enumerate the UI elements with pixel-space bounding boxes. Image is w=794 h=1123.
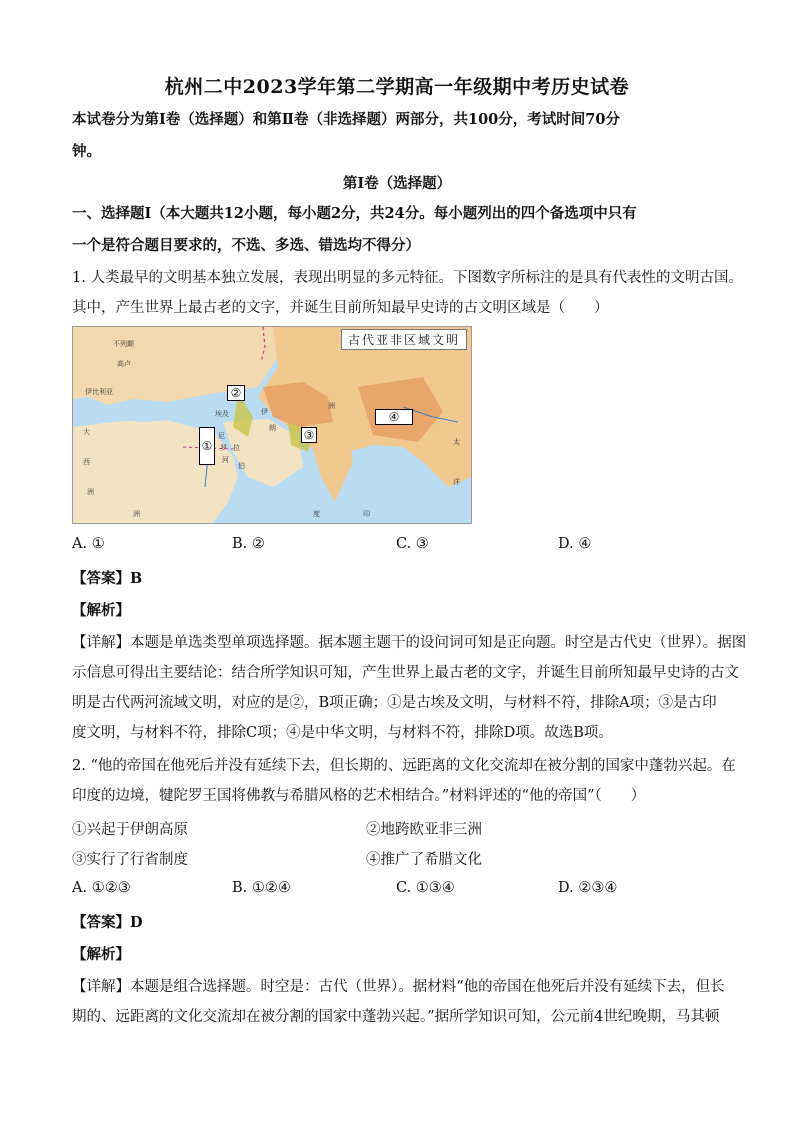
q2-stem-line-2: 印度的边境，犍陀罗王国将佛教与希腊风格的艺术相结合。”材料评述的“他的帝国”（ ） (72, 788, 646, 804)
map-label: 埃及 (215, 410, 229, 418)
q1-answer: 【答案】B (72, 570, 143, 587)
map-label: 太 (453, 438, 460, 446)
section-title: 第Ⅰ卷（选择题） (342, 175, 452, 192)
q1-stem-line-2: 其中，产生世界上最古老的文字，并诞生目前所知最早史诗的古文明区域是（ ） (72, 300, 609, 316)
map-label: 洲 (328, 402, 335, 410)
map-label: 河 (222, 456, 229, 464)
map-label: 拉 (233, 444, 240, 452)
map-label: 伊比利亚 (85, 388, 113, 396)
q2-analysis-tag: 【解析】 (72, 946, 130, 963)
q2-detail-line-2: 期的、远距离的文化交流却在被分割的国家中蓬勃兴起。”据所学知识可知，公元前4世纪晚期，马其顿 (72, 1009, 720, 1025)
q2-item-2: ②地跨欧亚非三洲 (366, 822, 482, 838)
q2-option-c: C. ①③④ (396, 880, 455, 896)
marker-4: ④ (375, 409, 413, 425)
map-label: 大 (83, 428, 90, 436)
q1-option-d: D. ④ (558, 536, 592, 552)
map-label: 印 (363, 510, 370, 518)
map-label: 洲 (87, 488, 94, 496)
ancient-civilizations-map (72, 326, 472, 524)
q2-detail-line-1: 【详解】本题是组合选择题。时空是：古代（世界）。据材料“他的帝国在他死后并没有延续下去，但长 (72, 979, 725, 995)
q1-analysis-tag: 【解析】 (72, 602, 130, 619)
map-label: 洲 (133, 510, 140, 518)
q2-item-4: ④推广了希腊文化 (366, 852, 482, 868)
intro-line-1: 本试卷分为第Ⅰ卷（选择题）和第Ⅱ卷（非选择题）两部分，共100分，考试时间70分 (72, 111, 620, 128)
q1-detail-line-4: 度文明，与材料不符，排除C项；④是中华文明，与材料不符，排除D项。故选B项。 (72, 725, 613, 741)
q2-option-d: D. ②③④ (558, 880, 618, 896)
q1-option-b: B. ② (232, 536, 265, 552)
map-label: 洋 (453, 478, 460, 486)
q1-detail-line-2: 示信息可得出主要结论：结合所学知识可知，产生世界上最古老的文字，并诞生目前所知最早史诗的古文 (72, 665, 739, 681)
q1-stem-line-1: 1. 人类最早的文明基本独立发展，表现出明显的多元特征。下图数字所标注的是具有代表性的文明古国。 (72, 270, 743, 286)
map-label: 朗 (269, 424, 276, 432)
map-label: 西 (83, 458, 90, 466)
map-label: 尼 (218, 432, 225, 440)
marker-1: ① (199, 427, 215, 465)
map-label: 度 (313, 510, 320, 518)
q1-detail-line-1: 【详解】本题是单选类型单项选择题。据本题主题干的设问词可知是正向题。时空是古代史（世界）。据图 (72, 635, 747, 651)
marker-3: ③ (301, 427, 317, 443)
marker-2: ② (227, 385, 245, 401)
exam-title: 杭州二中2023学年第二学期高一年级期中考历史试卷 (164, 76, 630, 98)
q2-option-a: A. ①②③ (72, 880, 131, 896)
q2-stem-line-1: 2. “他的帝国在他死后并没有延续下去，但长期的、远距离的文化交流却在被分割的国家中蓬勃兴起。在 (72, 758, 736, 774)
map-label: 伯 (238, 462, 245, 470)
q2-item-1: ①兴起于伊朗高原 (72, 822, 188, 838)
q2-answer: 【答案】D (72, 914, 143, 931)
map-label: 罗 (220, 444, 227, 452)
part-one-line-1: 一、选择题Ⅰ（本大题共12小题，每小题2分，共24分。每小题列出的四个备选项中只有 (72, 205, 637, 222)
q1-option-a: A. ① (72, 536, 105, 552)
q1-option-c: C. ③ (396, 536, 429, 552)
part-one-line-2: 一个是符合题目要求的，不选、多选、错选均不得分） (72, 237, 420, 254)
q2-option-b: B. ①②④ (232, 880, 291, 896)
q1-detail-line-3: 明是古代两河流域文明，对应的是②，B项正确；①是古埃及文明，与材料不符，排除A项；③是古印 (72, 695, 717, 711)
intro-line-2: 钟。 (72, 143, 101, 160)
map-title: 古代亚非区域文明 (341, 329, 467, 350)
map-label: 伊 (261, 408, 268, 416)
map-label: 高卢 (117, 360, 131, 368)
q2-item-3: ③实行了行省制度 (72, 852, 188, 868)
map-label: 不列颠 (113, 340, 134, 348)
